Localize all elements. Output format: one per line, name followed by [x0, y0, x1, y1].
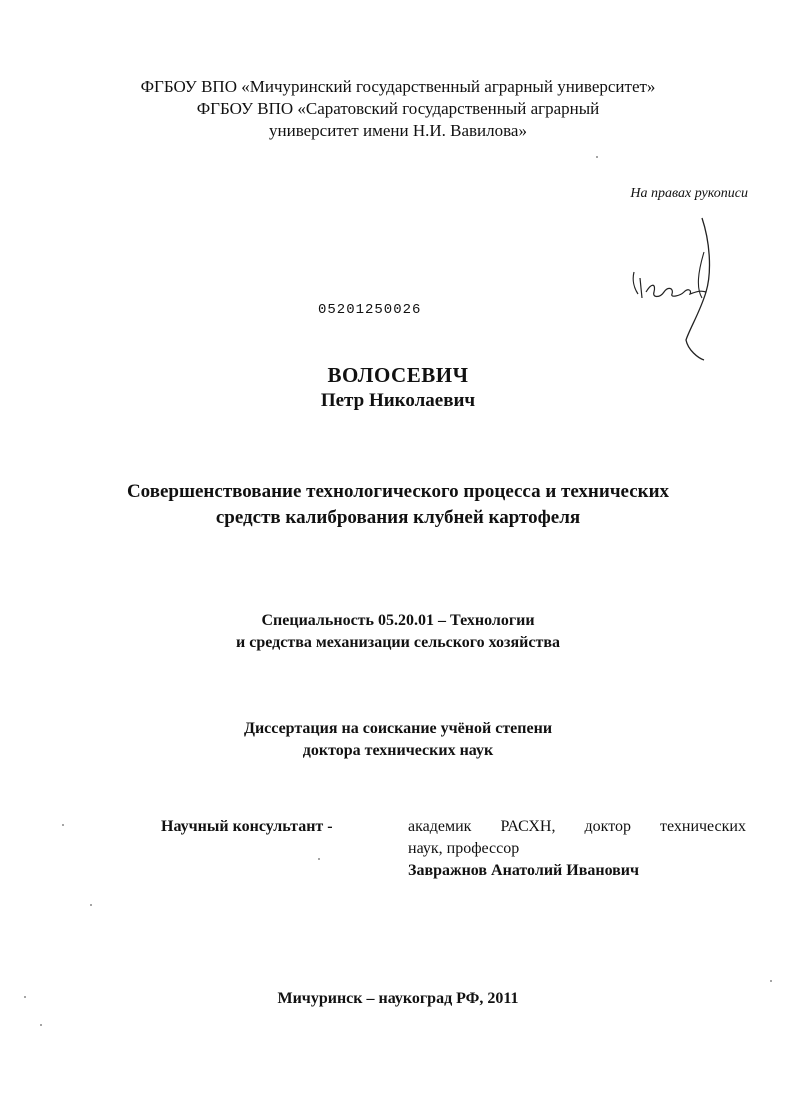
advisor-rank-word-1: академик [408, 818, 472, 835]
institution-line-3: университет имени Н.И. Вавилова» [269, 121, 527, 140]
institution-line-1: ФГБОУ ВПО «Мичуринский государственный аграрный университет» [140, 77, 656, 96]
scan-speck [24, 996, 26, 998]
scan-speck [90, 904, 92, 906]
document-registration-code: 05201250026 [318, 302, 422, 318]
degree-line-2: доктора технических наук [302, 742, 494, 759]
advisor-rank-word-4: технических [660, 818, 746, 835]
handwritten-signature [626, 212, 726, 362]
scan-speck [40, 1024, 42, 1026]
author-given-names: Петр Николаевич [320, 390, 476, 411]
city-year-footer: Мичуринск – наукоград РФ, 2011 [277, 990, 519, 1007]
specialty-line-2: и средства механизации сельского хозяйства [236, 634, 560, 651]
degree-line-1: Диссертация на соискание учёной степени [243, 720, 553, 737]
specialty-block [0, 610, 796, 654]
degree-block [0, 718, 796, 762]
scan-speck [318, 858, 320, 860]
title-line-1: Совершенствование технологического процесса и технических [126, 481, 670, 502]
scan-speck [770, 980, 772, 982]
scan-speck [62, 824, 64, 826]
title-line-2: средств калибрования клубней картофеля [215, 507, 581, 528]
advisor-rank-line-2: наук, профессор [408, 840, 520, 857]
advisor-rank-word-3: доктор [584, 818, 631, 835]
institution-line-2: ФГБОУ ВПО «Саратовский государственный аграрный [196, 99, 600, 118]
advisor-label: Научный консультант - [161, 818, 333, 835]
manuscript-rights-note: На правах рукописи [630, 186, 748, 201]
advisor-name: Завражнов Анатолий Иванович [408, 862, 640, 879]
advisor-rank-word-2: РАСХН, [500, 818, 556, 835]
advisor-rank-line-1 [408, 816, 746, 838]
dissertation-title [0, 479, 796, 531]
specialty-line-1: Специальность 05.20.01 – Технологии [261, 612, 535, 629]
advisor-info [408, 816, 746, 882]
author-surname: ВОЛОСЕВИЧ [327, 363, 469, 387]
scan-speck [596, 156, 598, 158]
